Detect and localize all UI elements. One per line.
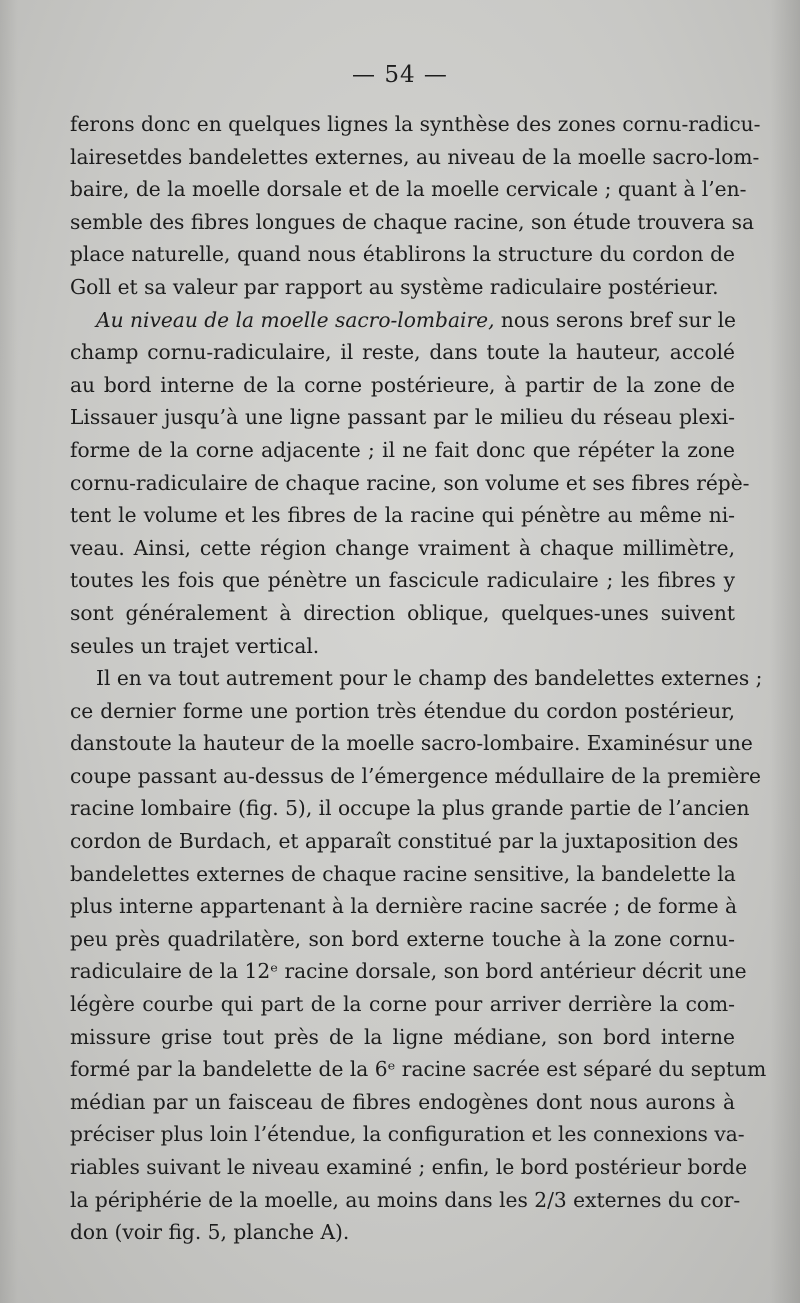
text-line: [70, 401, 735, 434]
line-text: plus interne appartenant à la dernière racine sacrée ; de forme à: [70, 894, 737, 919]
line-text: seules un trajet vertical.: [70, 633, 320, 658]
page-edge-shadow: [770, 0, 800, 1303]
line-text: lairesetdes bandelettes externes, au niveau de la moelle sacro-lom-: [70, 144, 760, 169]
line-text: Lissauer jusqu’à une ligne passant par le milieu du réseau plexi-: [70, 405, 735, 430]
text-line: [70, 858, 735, 891]
text-line: [70, 238, 735, 271]
text-line: [70, 923, 735, 956]
line-text: missure grise tout près de la ligne médiane, son bord interne: [70, 1024, 735, 1049]
text-line: [70, 1021, 735, 1054]
text-line: [70, 695, 735, 728]
line-text: sont généralement à direction oblique, quelques-unes suivent: [70, 600, 735, 625]
text-line: [70, 304, 735, 337]
text-line: [70, 825, 739, 858]
line-text: don (voir fig. 5, planche A).: [70, 1220, 350, 1245]
text-line: [70, 792, 750, 825]
body-text: [70, 108, 767, 1249]
text-line: [70, 271, 735, 304]
line-text: forme de la corne adjacente ; il ne fait donc que répéter la zone: [70, 437, 735, 462]
text-line: [70, 206, 755, 239]
text-line: [70, 727, 753, 760]
line-text: coupe passant au-dessus de l’émergence médullaire de la première: [70, 763, 761, 788]
text-line: [70, 369, 735, 402]
text-line: [70, 1053, 767, 1086]
text-line: [70, 630, 735, 663]
line-text: racine lombaire (fig. 5), il occupe la plus grande partie de l’ancien: [70, 796, 750, 821]
line-text: la périphérie de la moelle, au moins dans les 2/3 externes du cor-: [70, 1187, 741, 1212]
line-text: tent le volume et les fibres de la racine qui pénètre au même ni-: [70, 503, 735, 528]
line-text: cornu-radiculaire de chaque racine, son volume et ses fibres répè-: [70, 470, 750, 495]
line-text: peu près quadrilatère, son bord externe touche à la zone cornu-: [70, 926, 735, 951]
text-line: [70, 108, 761, 141]
text-line: [70, 1118, 745, 1151]
text-line: [70, 662, 763, 695]
line-text: place naturelle, quand nous établirons la structure du cordon de: [70, 242, 735, 267]
text-line: [70, 890, 735, 923]
line-text: champ cornu-radiculaire, il reste, dans toute la hauteur, accolé: [70, 340, 735, 365]
text-line: [70, 336, 735, 369]
line-text: semble des fibres longues de chaque racine, son étude trouvera sa: [70, 209, 755, 234]
text-line: [70, 532, 735, 565]
text-line: [70, 988, 735, 1021]
text-line: [70, 597, 735, 630]
line-text: au bord interne de la corne postérieure, à partir de la zone de: [70, 372, 735, 397]
line-text: toutes les fois que pénètre un fascicule radiculaire ; les fibres y: [70, 568, 735, 593]
line-text: Il en va tout autrement pour le champ des bandelettes externes ;: [96, 666, 763, 691]
text-line: [70, 955, 747, 988]
line-text: bandelettes externes de chaque racine sensitive, la bandelette la: [70, 861, 736, 886]
page-gutter-shadow: [0, 0, 18, 1303]
line-text: ferons donc en quelques lignes la synthèse des zones cornu-radicu-: [70, 112, 761, 136]
text-line: [70, 1151, 748, 1184]
text-line: [70, 1184, 741, 1217]
text-line: [70, 434, 735, 467]
text-line: [70, 1216, 735, 1249]
line-text: danstoute la hauteur de la moelle sacro-lombaire. Examinésur une: [70, 731, 753, 756]
line-text: veau. Ainsi, cette région change vraiment à chaque millimètre,: [70, 535, 735, 560]
text-line: [70, 564, 735, 597]
line-text: radiculaire de la 12ᵉ racine dorsale, son bord antérieur décrit une: [70, 959, 747, 984]
text-line: [70, 467, 750, 500]
line-text: riables suivant le niveau examiné ; enfin, le bord postérieur borde: [70, 1155, 748, 1179]
text-line: [70, 173, 747, 206]
text-line: [70, 141, 760, 174]
line-text: préciser plus loin l’étendue, la configuration et les connexions va-: [70, 1122, 745, 1147]
line-text: Goll et sa valeur par rapport au système radiculaire postérieur.: [70, 274, 719, 299]
line-text: baire, de la moelle dorsale et de la moelle cervicale ; quant à l’en-: [70, 177, 747, 202]
line-text: médian par un faisceau de fibres endogènes dont nous aurons à: [70, 1089, 735, 1114]
text-line: [70, 760, 761, 793]
line-text: légère courbe qui part de la corne pour arriver derrière la com-: [70, 992, 735, 1017]
text-line: [70, 499, 735, 532]
page-number: — 54 —: [352, 62, 448, 88]
line-text: ce dernier forme une portion très étendue du cordon postérieur,: [70, 698, 735, 723]
line-text: cordon de Burdach, et apparaît constitué par la juxtaposition des: [70, 829, 739, 854]
line-text: nous serons bref sur le: [494, 307, 736, 332]
text-line: [70, 1086, 735, 1119]
line-text: formé par la bandelette de la 6ᵉ racine sacrée est séparé du septum: [70, 1057, 767, 1082]
italic-phrase: Au niveau de la moelle sacro-lombaire,: [96, 307, 495, 332]
